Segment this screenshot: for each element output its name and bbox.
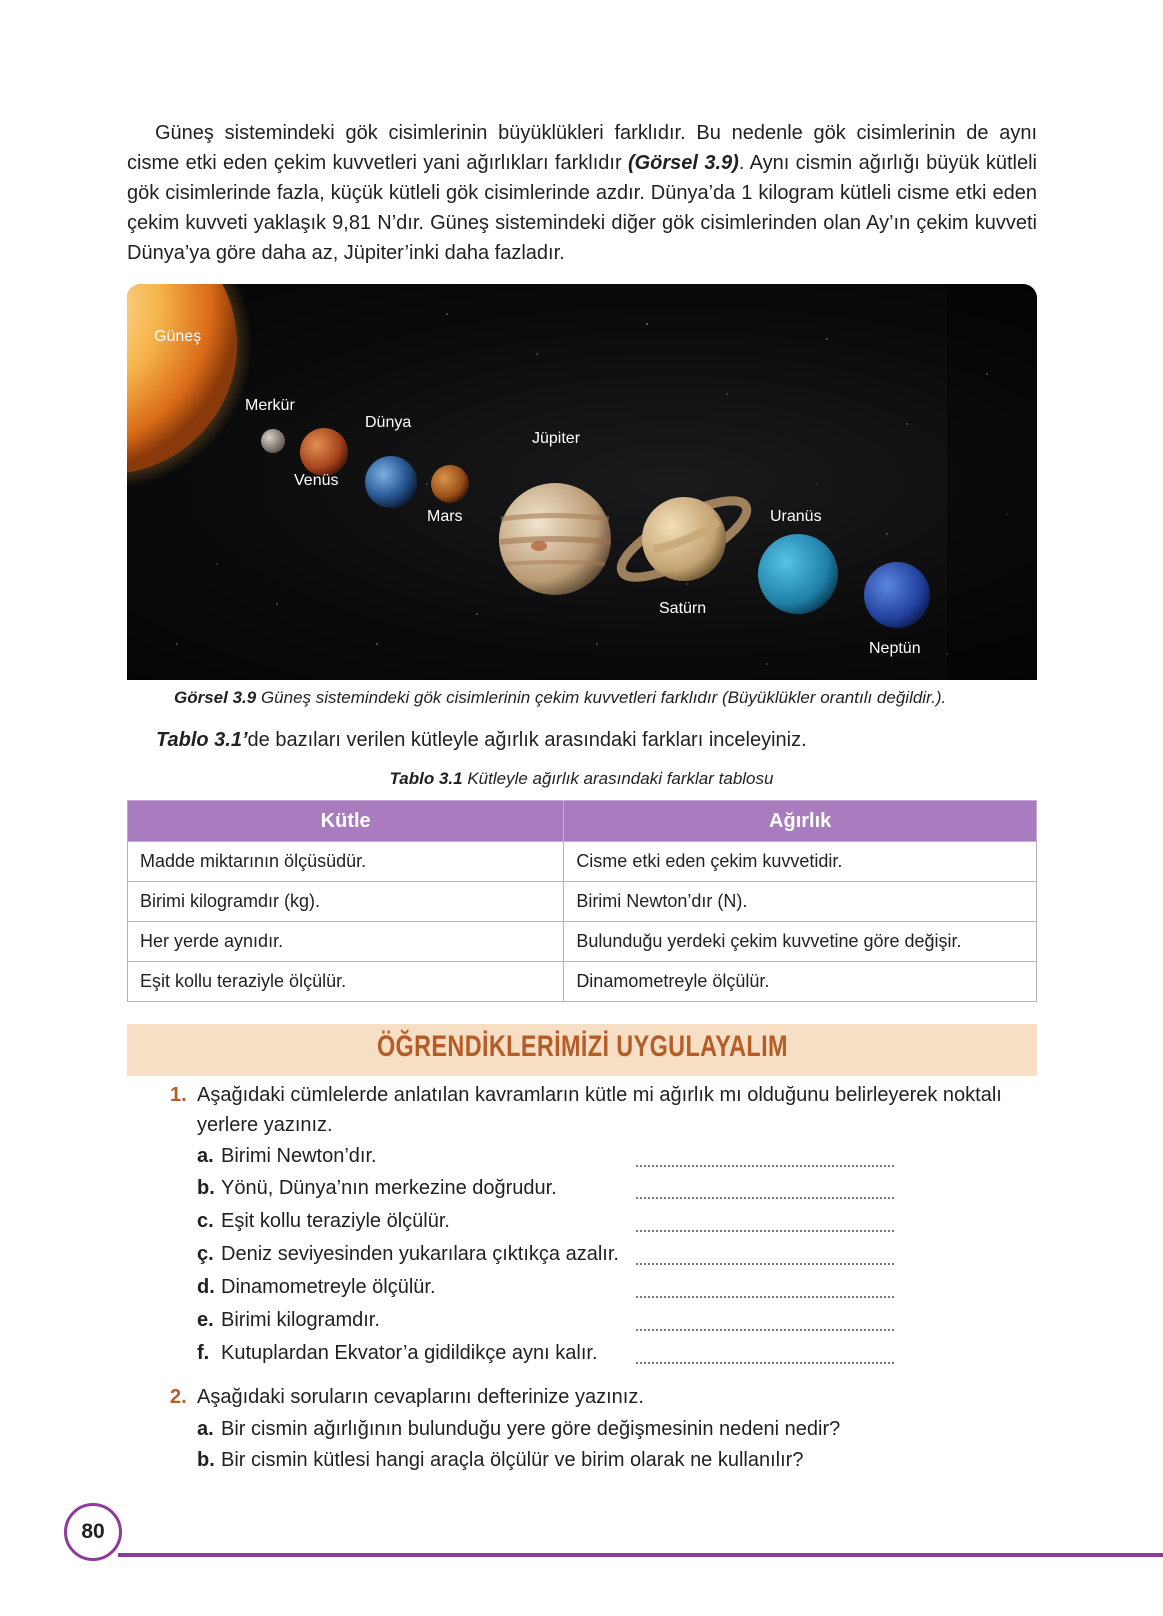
figure-caption-ref: Görsel 3.9 (174, 688, 257, 707)
item-letter: a. (197, 1418, 214, 1440)
section-title: ÖĞRENDİKLERİMİZİ UYGULAYALIM (376, 1030, 788, 1063)
label-jupiter: Jüpiter (532, 430, 581, 447)
label-mars: Mars (427, 508, 463, 525)
venus (300, 428, 348, 476)
question-1-number: 1. (170, 1084, 187, 1106)
item-text: Bir cismin kütlesi hangi araçla ölçülür ve birim olarak ne kullanılır? (221, 1449, 804, 1471)
table-intro-ref: Tablo 3.1’ (156, 729, 248, 751)
label-sun: Güneş (154, 328, 202, 345)
answer-blank[interactable] (636, 1296, 894, 1298)
figure-caption (174, 688, 946, 708)
item-text: Bir cismin ağırlığının bulunduğu yere göre değişmesinin nedeni nedir? (221, 1418, 841, 1440)
answer-blank[interactable] (636, 1362, 894, 1364)
intro-part2: . Aynı cismin ağırlığı büyük kütleli gök cisimlerinde fazla, küçük kütleli gök cisimlerinde azdır. Dünya’da 1 kilogram kütleli cisme etki eden çekim kuvveti yaklaşık 9,81 N’dır. Güneş sistemindeki diğer gök cisimlerinden olan Ay’ın çekim kuvveti Dünya’ya göre daha az, Jüpiter’inki daha fazladır. (127, 152, 1037, 264)
item-letter: b. (197, 1177, 215, 1199)
table-intro-text: de bazıları verilen kütleyle ağırlık arasındaki farkları inceleyiniz. (247, 729, 807, 751)
label-saturn: Satürn (659, 600, 707, 617)
item-text: Eşit kollu teraziyle ölçülür. (221, 1210, 450, 1232)
table-cell: Birimi kilogramdır (kg). (128, 882, 564, 922)
label-venus: Venüs (294, 472, 339, 489)
item-text: Kutuplardan Ekvator’a gidildikçe aynı kalır. (221, 1342, 598, 1364)
mass-weight-table (127, 800, 1037, 1002)
question-2-number: 2. (170, 1386, 187, 1408)
table-cell: Her yerde aynıdır. (128, 922, 564, 962)
table-cell: Madde miktarının ölçüsüdür. (128, 842, 564, 882)
table-header-row (128, 801, 1037, 842)
item-text: Deniz seviyesinden yukarılara çıktıkça azalır. (221, 1243, 619, 1265)
question-1-item (197, 1210, 450, 1233)
label-uranus: Uranüs (770, 508, 822, 525)
item-text: Dinamometreyle ölçülür. (221, 1276, 436, 1298)
question-2-text: Aşağıdaki soruların cevaplarını defterinize yazınız. (197, 1386, 644, 1408)
saturn (612, 487, 756, 592)
figure-caption-text: Güneş sistemindeki gök cisimlerinin çekim kuvvetleri farklıdır (Büyüklükler orantılı değildir.). (256, 688, 947, 707)
answer-blank[interactable] (636, 1263, 894, 1265)
item-letter: ç. (197, 1243, 214, 1265)
item-letter: d. (197, 1276, 215, 1298)
answer-blank[interactable] (636, 1165, 894, 1167)
question-1-item (197, 1309, 380, 1332)
table-row (128, 922, 1037, 962)
item-text: Yönü, Dünya’nın merkezine doğrudur. (221, 1177, 557, 1199)
question-1-item (197, 1342, 598, 1365)
question-1-text-line2: yerlere yazınız. (197, 1114, 333, 1136)
page-number: 80 (64, 1503, 122, 1561)
question-1-item (197, 1276, 436, 1299)
label-earth: Dünya (365, 414, 412, 431)
earth (365, 456, 417, 508)
question-1-text-line1: Aşağıdaki cümlelerde anlatılan kavramların kütle mi ağırlık mı olduğunu belirleyerek noktalı (197, 1084, 1002, 1106)
section-banner (127, 1024, 1037, 1076)
table-cell: Dinamometreyle ölçülür. (564, 962, 1037, 1002)
table-cell: Cisme etki eden çekim kuvvetidir. (564, 842, 1037, 882)
table-row (128, 842, 1037, 882)
table-cell: Bulunduğu yerdeki çekim kuvvetine göre değişir. (564, 922, 1037, 962)
item-letter: c. (197, 1210, 214, 1232)
question-1-item (197, 1243, 619, 1266)
item-letter: f. (197, 1342, 210, 1364)
item-letter: e. (197, 1309, 214, 1331)
table-cell: Eşit kollu teraziyle ölçülür. (128, 962, 564, 1002)
neptune (864, 562, 930, 628)
figure-reference: (Görsel 3.9) (627, 152, 739, 174)
question-2-item (197, 1418, 840, 1441)
answer-blank[interactable] (636, 1197, 894, 1199)
solar-system-illustration (127, 284, 1037, 680)
table-caption-ref: Tablo 3.1 (389, 769, 463, 788)
answer-blank[interactable] (636, 1230, 894, 1232)
table-row (128, 882, 1037, 922)
item-text: Birimi Newton’dır. (221, 1145, 377, 1167)
header-mass: Kütle (128, 801, 564, 842)
item-letter: b. (197, 1449, 215, 1471)
answer-blank[interactable] (636, 1329, 894, 1331)
table-row (128, 962, 1037, 1002)
item-letter: a. (197, 1145, 214, 1167)
item-text: Birimi kilogramdır. (221, 1309, 380, 1331)
intro-paragraph (127, 118, 1037, 268)
question-1-item (197, 1145, 377, 1168)
jupiter (499, 483, 611, 595)
sun (127, 284, 237, 474)
label-neptune: Neptün (869, 640, 921, 657)
table-intro (156, 729, 807, 752)
header-weight: Ağırlık (564, 801, 1037, 842)
table-caption-text: Kütleyle ağırlık arasındaki farklar tablosu (462, 769, 774, 788)
table-caption (0, 769, 1163, 789)
mars (431, 465, 469, 503)
question-2-item (197, 1449, 803, 1472)
solar-system-figure (127, 284, 1037, 680)
uranus (758, 534, 838, 614)
table-cell: Birimi Newton’dır (N). (564, 882, 1037, 922)
intro-part1: Güneş sistemindeki gök cisimlerinin büyüklükleri farklıdır. Bu nedenle gök cisimlerinin de aynı cisme etki eden çekim kuvvetleri yani ağırlıkları farklıdır (127, 122, 1037, 174)
question-1-item (197, 1177, 557, 1200)
footer-line (118, 1553, 1163, 1557)
label-mercury: Merkür (245, 397, 295, 414)
mercury (261, 429, 285, 453)
